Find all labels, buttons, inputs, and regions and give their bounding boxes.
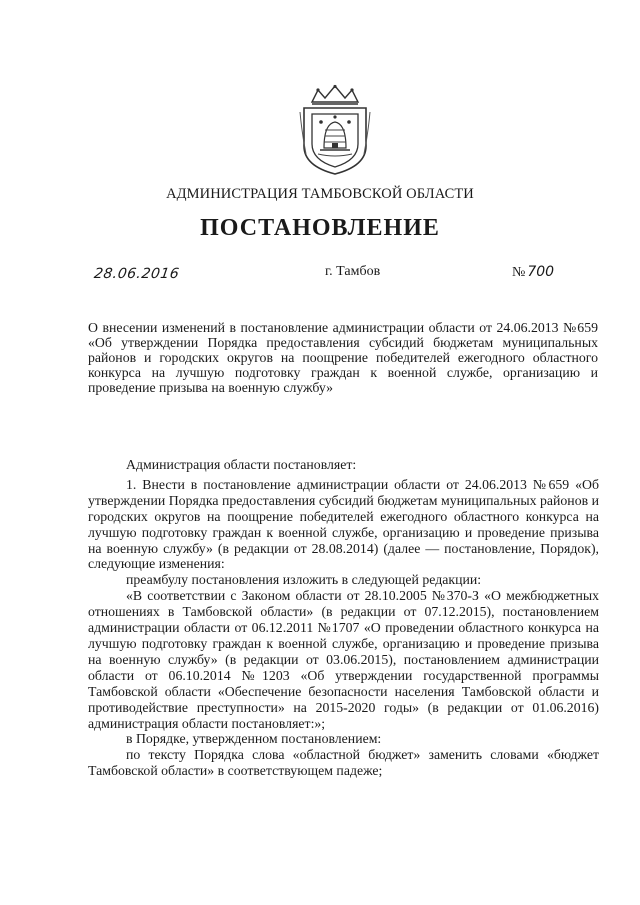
body-preamble: преамбулу постановления изложить в следующей редакции: <box>126 572 482 588</box>
body-item-1: 1. Внести в постановление администрации области от 24.06.2013 №659 «Об утверждении Порядка предоставления субсидий бюджетам муниципальных районов и городских округов на поощрение победителей ежегодного областного конкурса на лучшую подготовку граждан к военной службе, организацию и проведение призыва на военную службу» (в редакции от 28.08.2014) (далее — постановление, Порядок), следующие изменения: <box>88 476 599 572</box>
number-value: 700 <box>527 264 555 280</box>
body-replace: по тексту Порядка слова «областной бюджет» заменить словами «бюджет Тамбовской области» в соответствующем падеже; <box>88 747 599 779</box>
body-order: в Порядке, утвержденном постановлением: <box>126 731 382 747</box>
document-number <box>512 264 554 281</box>
document-body <box>88 457 599 779</box>
document-title: ПОСТАНОВЛЕНИЕ <box>200 215 440 241</box>
document-subject: О внесении изменений в постановление администрации области от 24.06.2013 №659 «Об утверждении Порядка предоставления субсидий бюджетам муниципальных районов и городских округов на поощрение победителей ежегодного областного конкурса на лучшую подготовку граждан к военной службе, организацию и проведение призыва на военную службу» <box>88 320 598 395</box>
body-quote: «В соответствии с Законом области от 28.10.2005 №370-З «О межбюджетных отношениях в Тамбовской области» (в редакции от 07.12.2015), постановлением администрации области от 06.12.2011 №1707 «О проведении областного конкурса на лучшую подготовку граждан к военной службе, организацию и проведение призыва на военную службу» (в редакции от 03.06.2015), постановлением администрации области от 06.10.2014 №1203 «Об утверждении государственной программы Тамбовской области «Обеспечение безопасности населения Тамбовской области и противодействие преступности» на 2015-2020 годы» (в редакции от 01.06.2016) администрация области постановляет:»; <box>88 588 599 731</box>
document-city: г. Тамбов <box>325 264 381 279</box>
tambov-coat-of-arms-icon <box>298 84 372 176</box>
body-intro: Администрация области постановляет: <box>126 457 357 472</box>
organization-name: АДМИНИСТРАЦИЯ ТАМБОВСКОЙ ОБЛАСТИ <box>166 186 474 202</box>
number-prefix: № <box>512 265 526 280</box>
document-date: 28.06.2016 <box>92 266 181 282</box>
